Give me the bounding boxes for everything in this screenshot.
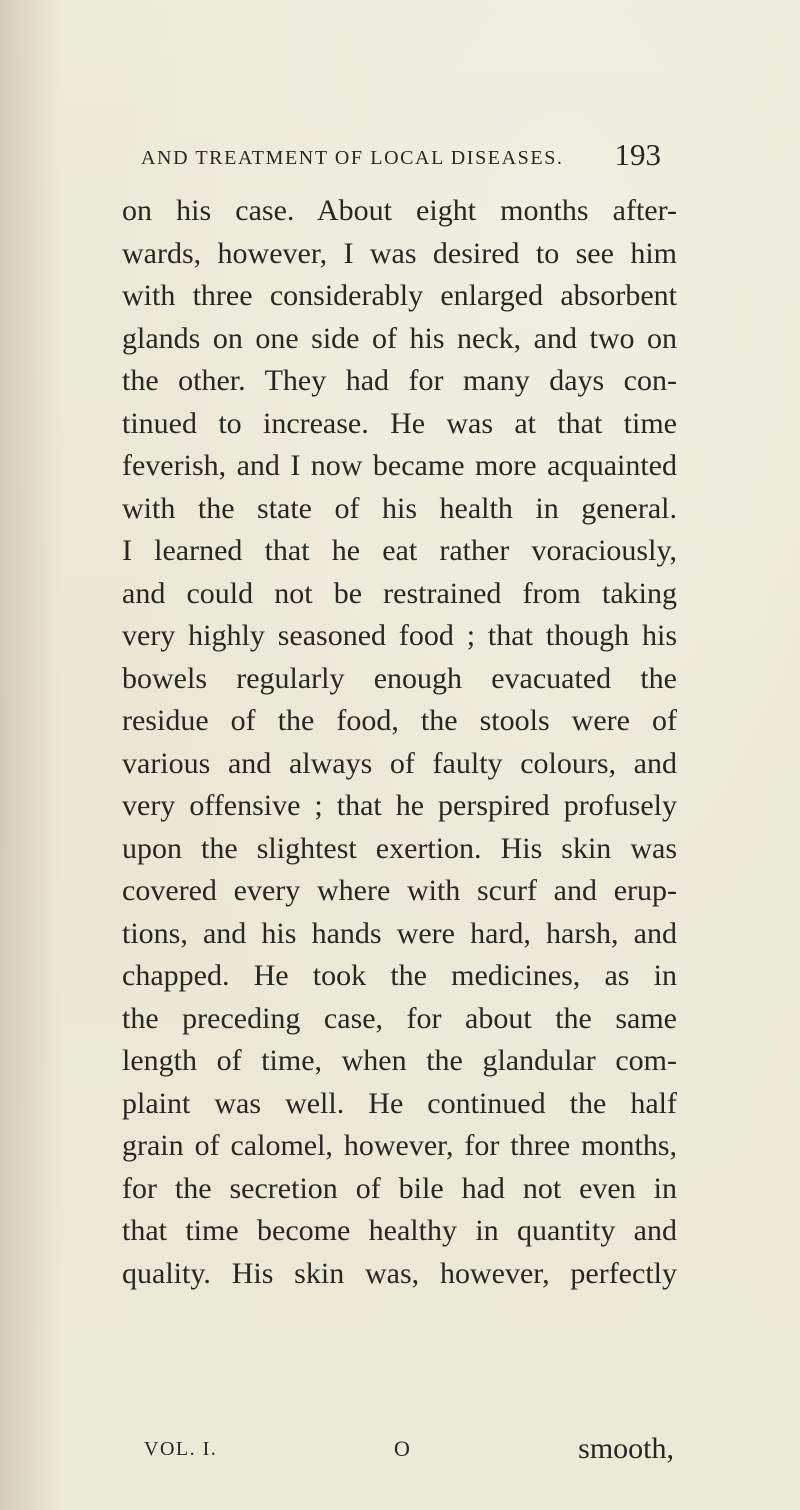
running-title: AND TREATMENT OF LOCAL DISEASES. (141, 147, 564, 169)
text-line: and could not be restrained from taking (122, 576, 677, 610)
text-line: wards, however, I was desired to see him (122, 236, 677, 270)
volume-mark: VOL. I. (144, 1438, 218, 1460)
body-text (122, 190, 677, 1295)
text-line: that time become healthy in quantity and (122, 1214, 677, 1247)
text-line: I learned that he eat rather voraciously, (122, 534, 677, 567)
text-line: the preceding case, for about the same (122, 1001, 677, 1035)
text-line: with the state of his health in general. (122, 491, 677, 525)
text-line: bowels regularly enough evacuated the (122, 661, 677, 695)
catchword: smooth, (578, 1432, 674, 1465)
text-line: chapped. He took the medicines, as in (122, 959, 677, 992)
text-line: plaint was well. He continued the half (122, 1086, 677, 1120)
text-line: very highly seasoned food ; that though his (122, 619, 677, 652)
text-line: with three considerably enlarged absorbent (122, 279, 677, 312)
text-line: tinued to increase. He was at that time (122, 406, 677, 440)
text-line: quality. His skin was, however, perfectly (122, 1256, 677, 1290)
text-line: covered every where with scurf and erup- (122, 874, 677, 907)
text-line: upon the slightest exertion. His skin was (122, 831, 677, 865)
text-line: on his case. About eight months after- (122, 194, 677, 227)
spine-shadow (0, 0, 60, 1510)
text-line: various and always of faulty colours, and (122, 746, 677, 780)
text-line: very offensive ; that he perspired profusely (122, 789, 677, 822)
page-number: 193 (614, 137, 661, 172)
page-footer (144, 1428, 674, 1468)
text-line: for the secretion of bile had not even in (122, 1171, 677, 1205)
running-head (141, 137, 661, 177)
text-line: grain of calomel, however, for three months, (122, 1129, 677, 1162)
text-line: residue of the food, the stools were of (122, 704, 677, 737)
text-line: feverish, and I now became more acquainted (122, 449, 677, 482)
text-line: tions, and his hands were hard, harsh, and (122, 916, 677, 950)
text-line: length of time, when the glandular com- (122, 1044, 677, 1077)
text-line: the other. They had for many days con- (122, 364, 677, 397)
text-line: glands on one side of his neck, and two on (122, 321, 677, 355)
signature-mark: O (394, 1436, 410, 1461)
